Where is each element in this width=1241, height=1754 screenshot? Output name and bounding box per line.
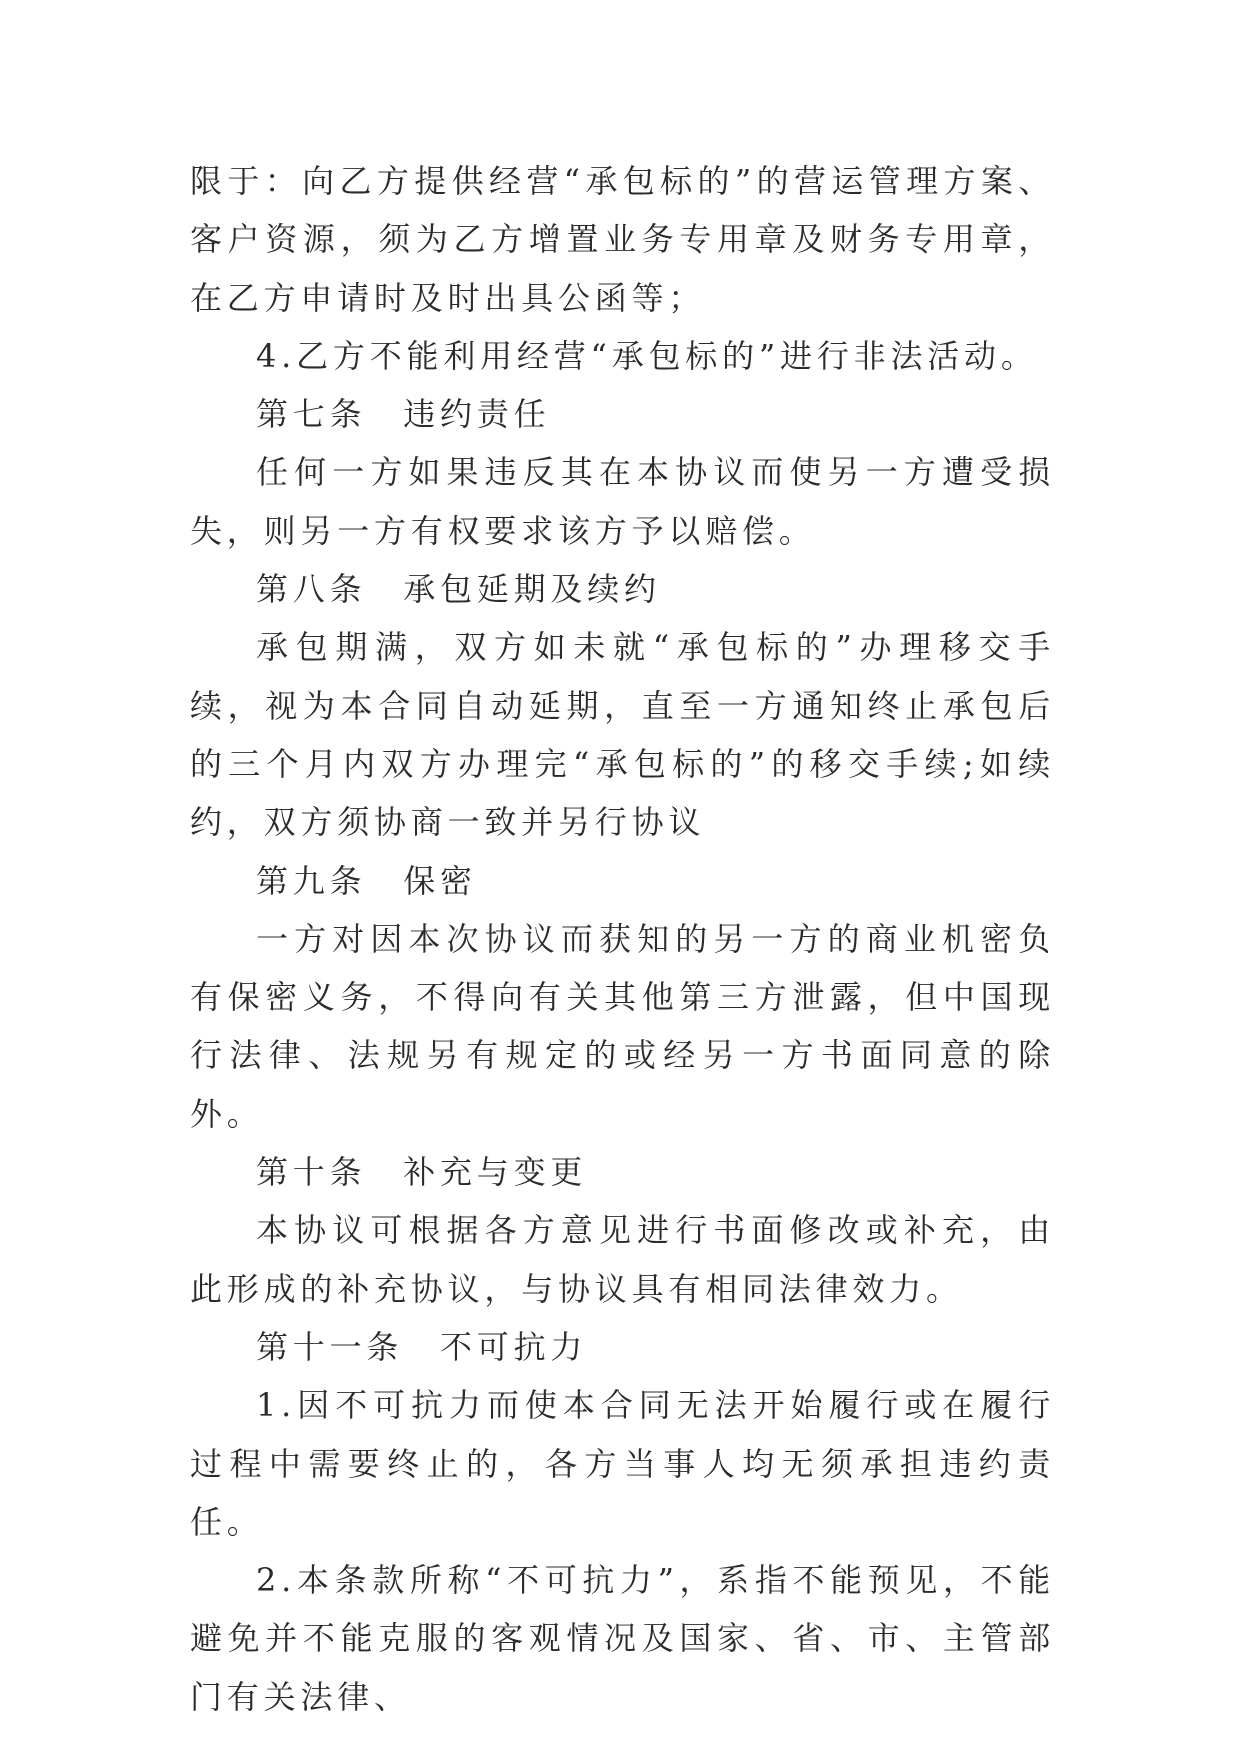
article-heading-8: 第八条 承包延期及续约 [256,570,661,609]
paragraph-article-10: 本协议可根据各方意见进行书面修改或补充，由此形成的补充协议，与协议具有相同法律效力。 [190,1211,1055,1308]
article-heading-9: 第九条 保密 [256,861,477,900]
paragraph-article-11-clause-2: 2.本条款所称“不可抗力”，系指不能预见，不能避免并不能克服的客观情况及国家、省、市、主管部门有关法律、 [190,1561,1055,1716]
document-body [190,152,1055,1726]
article-heading-10: 第十条 补充与变更 [256,1153,588,1192]
paragraph-article-8: 承包期满，双方如未就“承包标的”办理移交手续，视为本合同自动延期，直至一方通知终止承包后的三个月内双方办理完“承包标的”的移交手续;如续约，双方须协商一致并另行协议 [190,628,1055,842]
article-heading-11: 第十一条 不可抗力 [256,1327,588,1366]
paragraph-article-11-clause-1: 1.因不可抗力而使本合同无法开始履行或在履行过程中需要终止的，各方当事人均无须承担违约责任。 [190,1386,1055,1541]
paragraph-article-9: 一方对因本次协议而获知的另一方的商业机密负有保密义务，不得向有关其他第三方泄露，但中国现行法律、法规另有规定的或经另一方书面同意的除外。 [190,919,1055,1133]
article-heading-7: 第七条 违约责任 [256,395,551,434]
paragraph-clause-4: 4.乙方不能利用经营“承包标的”进行非法活动。 [256,336,1038,375]
paragraph-article-7: 任何一方如果违反其在本协议而使另一方遭受损失，则另一方有权要求该方予以赔偿。 [190,453,1055,550]
paragraph-continuation: 限于：向乙方提供经营“承包标的”的营运管理方案、客户资源，须为乙方增置业务专用章及财务专用章，在乙方申请时及时出具公函等； [190,162,1055,317]
